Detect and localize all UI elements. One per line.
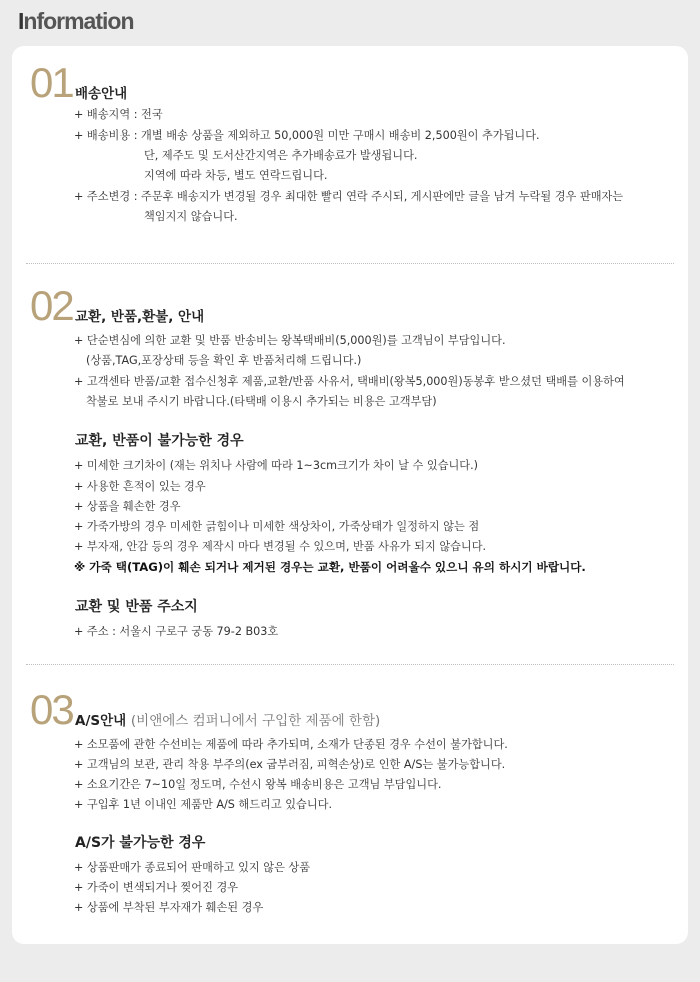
as-line: + 구입후 1년 이내인 제품만 A/S 해드리고 있습니다. [74,798,332,811]
section-title: 배송안내 [75,86,128,102]
as-title-sub: (비앤에스 컴퍼니에서 구입한 제품에 한함) [130,713,381,729]
tag-notice: ※ 가죽 택(TAG)이 훼손 되거나 제거된 경우는 교환, 반품이 어려울수 있으니 유의 하시기 바랍니다. [74,560,586,574]
section-divider [26,664,674,665]
section-title: 교환, 반품,환불, 안내 [75,309,205,325]
section-title [75,709,380,729]
as-title: A/S안내 [75,713,127,729]
as-unavailable-line: + 가죽이 변색되거나 찢어진 경우 [74,881,239,894]
exchange-unavailable-line: + 부자재, 안감 등의 경우 제작시 마다 변경될 수 있으며, 반품 사유가 되지 않습니다. [74,540,487,553]
info-card [12,46,688,944]
exchange-address-title: 교환 및 반품 주소지 [75,599,198,615]
shipping-line: + 배송지역 : 전국 [74,108,163,121]
page-title [18,8,134,35]
page-title-initial: I [18,8,24,34]
exchange-unavailable-line: + 상품을 훼손한 경우 [74,500,181,513]
section-number: 03 [30,686,73,733]
exchange-unavailable-line: + 가죽가방의 경우 미세한 긁힘이나 미세한 색상차이, 가죽상태가 일정하지 않는 점 [74,520,480,533]
shipping-line: + 주소변경 : 주문후 배송지가 변경될 경우 최대한 빨리 연락 주시되, 게시판에만 글을 남겨 누락될 경우 판매자는 [74,190,624,203]
exchange-address-line: + 주소 : 서울시 구로구 궁동 79-2 B03호 [74,625,279,638]
shipping-line: 단, 제주도 및 도서산간지역은 추가배송료가 발생됩니다. [144,149,418,162]
as-line: + 소요기간은 7~10일 정도며, 수선시 왕복 배송비용은 고객님 부담입니다. [74,778,442,791]
exchange-line: + 고객센타 반품/교환 접수신청후 제품,교환/반품 사유서, 택배비(왕복5,000원)동봉후 받으셨던 택배를 이용하여 [74,375,625,388]
as-line: + 고객님의 보관, 관리 착용 부주의(ex 굽부러짐, 피혁손상)로 인한 A/S는 불가능합니다. [74,758,506,771]
section-divider [26,263,674,264]
shipping-line: + 배송비용 : 개별 배송 상품을 제외하고 50,000원 미만 구매시 배송비 2,500원이 추가됩니다. [74,129,540,142]
exchange-unavailable-title: 교환, 반품이 불가능한 경우 [75,433,244,449]
as-unavailable-line: + 상품에 부착된 부자재가 훼손된 경우 [74,901,264,914]
exchange-line: + 단순변심에 의한 교환 및 반품 반송비는 왕복택배비(5,000원)를 고객님이 부담입니다. [74,334,506,347]
shipping-line: 책임지지 않습니다. [144,210,238,223]
as-line: + 소모품에 관한 수선비는 제품에 따라 추가되며, 소재가 단종된 경우 수선이 불가합니다. [74,738,508,751]
exchange-unavailable-line: + 미세한 크기차이 (재는 위치나 사람에 따라 1~3cm크기가 차이 날 수 있습니다.) [74,459,479,472]
shipping-line: 지역에 따라 차등, 별도 연락드립니다. [144,169,328,182]
as-unavailable-title: A/S가 불가능한 경우 [75,835,206,851]
exchange-unavailable-line: + 사용한 흔적이 있는 경우 [74,480,206,493]
page-title-rest: nformation [23,8,134,34]
section-number: 02 [30,282,73,329]
exchange-line: (상품,TAG,포장상태 등을 확인 후 반품처리해 드립니다.) [86,354,362,367]
section-number: 01 [30,59,73,106]
exchange-line: 착불로 보내 주시기 바랍니다.(타택배 이용시 추가되는 비용은 고객부담) [86,395,437,408]
as-unavailable-line: + 상품판매가 종료되어 판매하고 있지 않은 상품 [74,861,311,874]
